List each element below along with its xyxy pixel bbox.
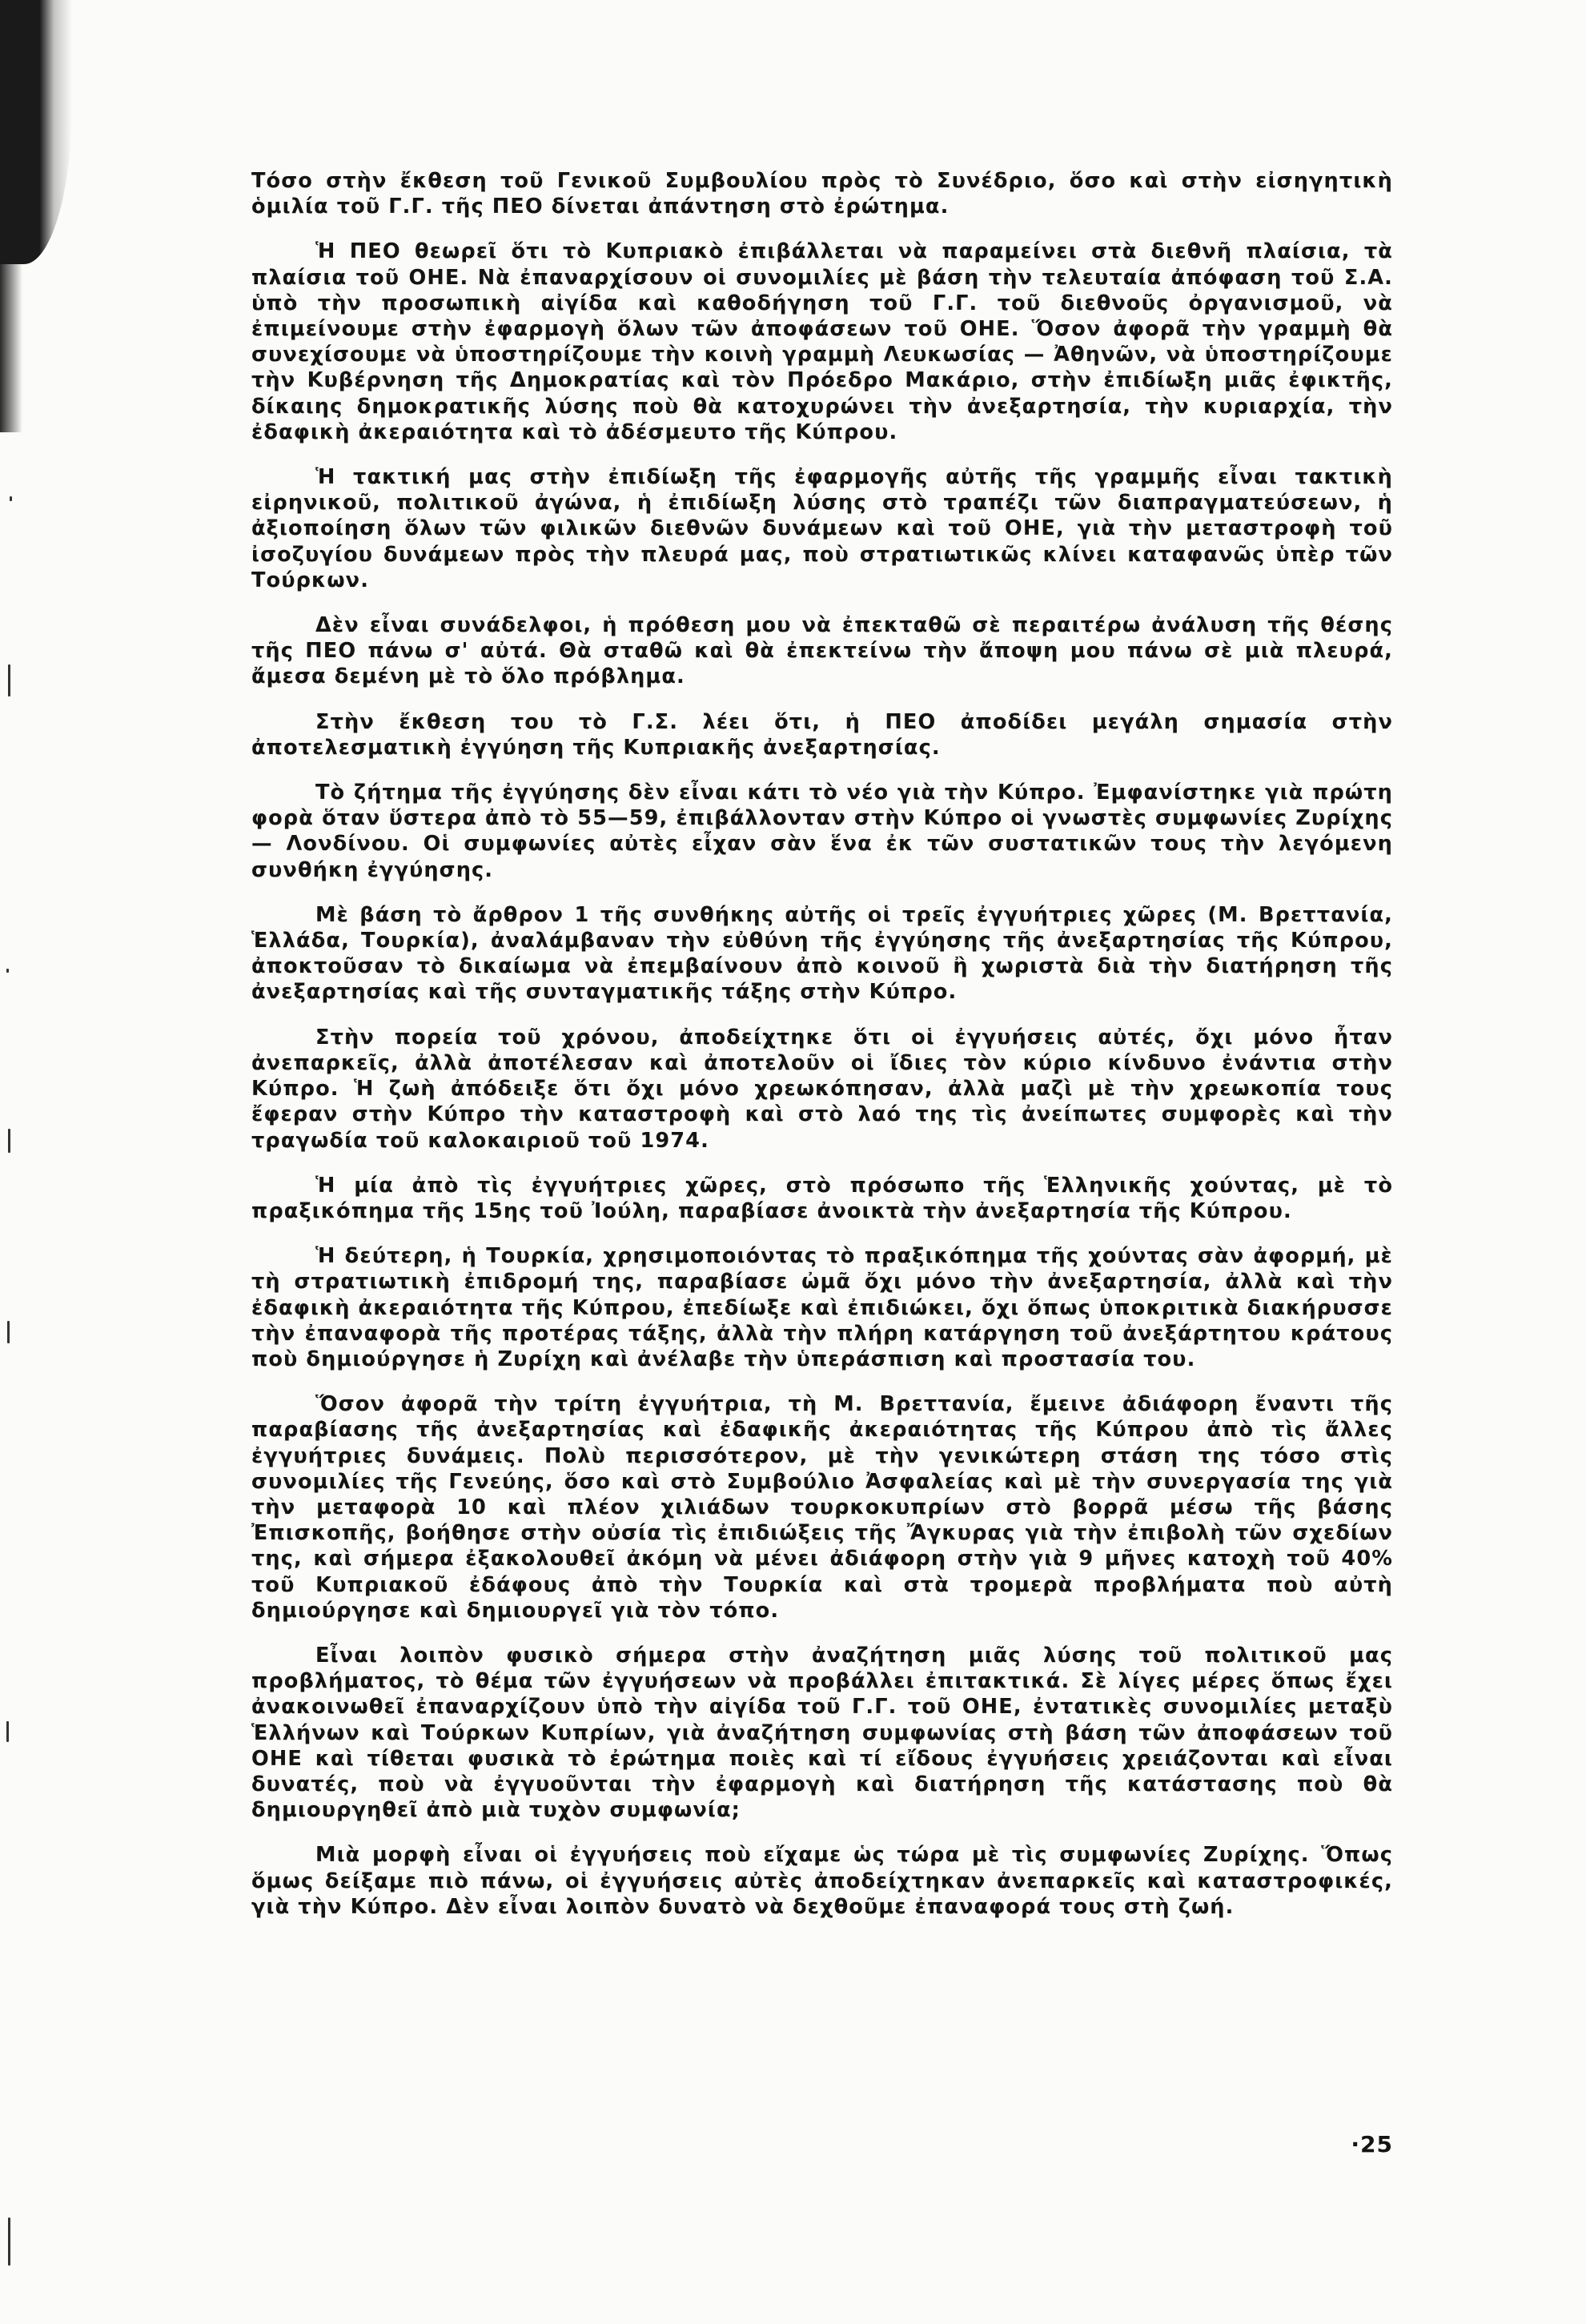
paragraph-6: Τὸ ζήτημα τῆς ἐγγύησης δὲν εἶναι κάτι τὸ νέο γιὰ τὴν Κύπρο. Ἐμφανίστηκε γιὰ πρώτη φορὰ ὅταν ὕστερα ἀπὸ τὸ 55—59, ἐπιβάλλονταν στὴν Κύπρο οἱ γνωστὲς συμφωνίες Ζυρίχης — Λονδίνου. Οἱ συμφωνίες αὐτὲς εἶχαν σὰν ἕνα ἐκ τῶν συστατικῶν τους τὴν λεγόμενη συνθήκη ἐγγύησης. — [251, 781, 1393, 882]
document-body — [251, 168, 1393, 1939]
scan-speck — [10, 496, 12, 501]
scan-speck — [8, 1129, 10, 1153]
paragraph-10: Ἡ δεύτερη, ἡ Τουρκία, χρησιμοποιόντας τὸ πραξικόπημα τῆς χούντας σὰν ἀφορμή, μὲ τὴ στρατιωτικὴ ἐπιδρομή της, παραβίασε ὠμᾶ ὄχι μόνο τὴν ἀνεξαρτησία, ἀλλὰ καὶ τὴν ἐδαφικὴ ἀκεραιότητα τῆς Κύπρου, ἐπεδίωξε καὶ ἐπιδιώκει, ὄχι ὅπως ὑποκριτικὰ διακήρυσσε τὴν ἐπαναφορὰ τῆς προτέρας τάξης, ἀλλὰ τὴν πλήρη κατάργηση τοῦ ἀνεξάρτητου κράτους ποὺ δημιούργησε ἡ Ζυρίχη καὶ ἀνέλαβε τὴν ὑπεράσπιση καὶ προστασία του. — [251, 1244, 1393, 1371]
scan-binding-shadow — [0, 0, 72, 264]
paragraph-7: Μὲ βάση τὸ ἄρθρον 1 τῆς συνθήκης αὐτῆς οἱ τρεῖς ἐγγυήτριες χῶρες (Μ. Βρεττανία, Ἑλλάδα, Τουρκία), ἀναλάμβαναν τὴν εὐθύνη τῆς ἐγγύησης τῆς ἀνεξαρτησίας τῆς Κύπρου, ἀποκτοῦσαν τὸ δικαίωμα νὰ ἐπεμβαίνουν ἀπὸ κοινοῦ ἢ χωριστὰ διὰ τὴν διατήρηση τῆς ἀνεξαρτησίας καὶ τῆς συνταγματικῆς τάξης στὴν Κύπρο. — [251, 902, 1393, 1005]
paragraph-12: Εἶναι λοιπὸν φυσικὸ σήμερα στὴν ἀναζήτηση μιᾶς λύσης τοῦ πολιτικοῦ μας προβλήματος, τὸ θέμα τῶν ἐγγυήσεων νὰ προβάλλει ἐπιτακτικά. Σὲ λίγες μέρες ὅπως ἔχει ἀνακοινωθεῖ ἐπαναρχίζουν ὑπὸ τὴν αἰγίδα τοῦ Γ.Γ. τοῦ ΟΗΕ, ἐντατικὲς συνομιλίες μεταξὺ Ἑλλήνων καὶ Τούρκων Κυπρίων, γιὰ ἀναζήτηση συμφωνίας στὴ βάση τῶν ἀποφάσεων τοῦ ΟΗΕ καὶ τίθεται φυσικὰ τὸ ἐρώτημα ποιὲς καὶ τί εἴδους ἐγγυήσεις χρειάζονται καὶ εἶναι δυνατές, ποὺ νὰ ἐγγυοῦνται τὴν ἐφαρμογὴ καὶ διατήρηση τῆς κατάστασης ποὺ θὰ δημιουργηθεῖ ἀπὸ μιὰ τυχὸν συμφωνία; — [251, 1643, 1393, 1823]
scan-speck — [6, 969, 9, 973]
paragraph-13: Μιὰ μορφὴ εἶναι οἱ ἐγγυήσεις ποὺ εἴχαμε ὡς τώρα μὲ τὶς συμφωνίες Ζυρίχης. Ὅπως ὅμως δείξαμε πιὸ πάνω, οἱ ἐγγυήσεις αὐτὲς ἀποδείχτηκαν ἀνεπαρκεῖς καὶ καταστροφικές, γιὰ τὴν Κύπρο. Δὲν εἶναι λοιπὸν δυνατὸ νὰ δεχθοῦμε ἐπαναφορά τους στὴ ζωή. — [251, 1843, 1393, 1919]
scan-speck — [7, 1321, 10, 1343]
scan-speck — [8, 2218, 10, 2266]
paragraph-5: Στὴν ἔκθεση του τὸ Γ.Σ. λέει ὅτι, ἡ ΠΕΟ ἀποδίδει μεγάλη σημασία στὴν ἀποτελεσματικὴ ἐγγύηση τῆς Κυπριακῆς ἀνεξαρτησίας. — [251, 709, 1393, 760]
paragraph-9: Ἡ μία ἀπὸ τὶς ἐγγυήτριες χῶρες, στὸ πρόσωπο τῆς Ἑλληνικῆς χούντας, μὲ τὸ πραξικόπημα τῆς 15ης τοῦ Ἰούλη, παραβίασε ἀνοικτὰ τὴν ἀνεξαρτησία τῆς Κύπρου. — [251, 1173, 1393, 1223]
paragraph-2: Ἡ ΠΕΟ θεωρεῖ ὅτι τὸ Κυπριακὸ ἐπιβάλλεται νὰ παραμείνει στὰ διεθνῆ πλαίσια, τὰ πλαίσια τοῦ ΟΗΕ. Νὰ ἐπαναρχίσουν οἱ συνομιλίες μὲ βάση τὴν τελευταία ἀπόφαση τοῦ Σ.Α. ὑπὸ τὴν προσωπικὴ αἰγίδα καὶ καθοδήγηση τοῦ Γ.Γ. τοῦ διεθνοῦς ὀργανισμοῦ, νὰ ἐπιμείνουμε στὴν ἐφαρμογὴ ὅλων τῶν ἀποφάσεων τοῦ ΟΗΕ. Ὅσον ἀφορᾶ τὴν γραμμὴ θὰ συνεχίσουμε νὰ ὑποστηρίζουμε τὴν κοινὴ γραμμὴ Λευκωσίας — Ἀθηνῶν, νὰ ὑποστηρίζουμε τὴν Κυβέρνηση τῆς Δημοκρατίας καὶ τὸν Πρόεδρο Μακάριο, στὴν ἐπιδίωξη μιᾶς ἐφικτῆς, δίκαιης δημοκρατικῆς λύσης ποὺ θὰ κατοχυρώνει τὴν ἀνεξαρτησία, τὴν κυριαρχία, τὴν ἐδαφικὴ ἀκεραιότητα καὶ τὸ ἀδέσμευτο τῆς Κύπρου. — [251, 239, 1393, 444]
paragraph-3: Ἡ τακτική μας στὴν ἐπιδίωξη τῆς ἐφαρμογῆς αὐτῆς τῆς γραμμῆς εἶναι τακτικὴ εἰρηνικοῦ, πολιτικοῦ ἀγώνα, ἡ ἐπιδίωξη λύσης στὸ τραπέζι τῶν διαπραγματεύσεων, ἡ ἀξιοποίηση ὅλων τῶν φιλικῶν διεθνῶν δυνάμεων καὶ τοῦ ΟΗΕ, γιὰ τὴν μεταστροφὴ τοῦ ἰσοζυγίου δυνάμεων πρὸς τὴν πλευρά μας, ποὺ στρατιωτικῶς κλίνει καταφανῶς ὑπὲρ τῶν Τούρκων. — [251, 465, 1393, 592]
page-number: ·25 — [1351, 2131, 1393, 2157]
scan-speck — [6, 1721, 9, 1742]
scan-binding-shadow-lower — [0, 264, 22, 432]
scan-speck — [8, 664, 10, 696]
paragraph-11: Ὅσον ἀφορᾶ τὴν τρίτη ἐγγυήτρια, τὴ Μ. Βρεττανία, ἔμεινε ἀδιάφορη ἔναντι τῆς παραβίασης τῆς ἀνεξαρτησίας καὶ ἐδαφικῆς ἀκεραιότητας τῆς Κύπρου ἀπὸ τὶς ἄλλες ἐγγυήτριες δυνάμεις. Πολὺ περισσότερον, μὲ τὴν γενικώτερη στάση της τόσο στὶς συνομιλίες τῆς Γενεύης, ὅσο καὶ στὸ Συμβούλιο Ἀσφαλείας καὶ μὲ τὴν συνεργασία της γιὰ τὴν μεταφορὰ 10 καὶ πλέον χιλιάδων τουρκοκυπρίων στὸ βορρᾶ μέσω τῆς βάσης Ἐπισκοπῆς, βοήθησε στὴν οὐσία τὶς ἐπιδιώξεις τῆς Ἄγκυρας γιὰ τὴν ἐπιβολὴ τῶν σχεδίων της, καὶ σήμερα ἐξακολουθεῖ ἀκόμη νὰ μένει ἀδιάφορη στὴν γιὰ 9 μῆνες κατοχὴ τοῦ 40% τοῦ Κυπριακοῦ ἐδάφους ἀπὸ τὴν Τουρκία καὶ στὰ τρομερὰ προβλήματα ποὺ αὐτὴ δημιούργησε καὶ δημιουργεῖ γιὰ τὸν τόπο. — [251, 1392, 1393, 1623]
paragraph-4: Δὲν εἶναι συνάδελφοι, ἡ πρόθεση μου νὰ ἐπεκταθῶ σὲ περαιτέρω ἀνάλυση τῆς θέσης τῆς ΠΕΟ πάνω σ' αὐτά. Θὰ σταθῶ καὶ θὰ ἐπεκτείνω τὴν ἄποψη μου πάνω σὲ μιὰ πλευρά, ἄμεσα δεμένη μὲ τὸ ὅλο πρόβλημα. — [251, 613, 1393, 689]
paragraph-1: Τόσο στὴν ἔκθεση τοῦ Γενικοῦ Συμβουλίου πρὸς τὸ Συνέδριο, ὅσο καὶ στὴν εἰσηγητικὴ ὁμιλία τοῦ Γ.Γ. τῆς ΠΕΟ δίνεται ἀπάντηση στὸ ἐρώτημα. — [251, 169, 1393, 219]
paragraph-8: Στὴν πορεία τοῦ χρόνου, ἀποδείχτηκε ὅτι οἱ ἐγγυήσεις αὐτές, ὄχι μόνο ἦταν ἀνεπαρκεῖς, ἀλλὰ ἀποτέλεσαν καὶ ἀποτελοῦν οἱ ἴδιες τὸν κύριο κίνδυνο ἐνάντια στὴν Κύπρο. Ἡ ζωὴ ἀπόδειξε ὅτι ὄχι μόνο χρεωκόπησαν, ἀλλὰ μαζὶ μὲ τὴν χρεωκοπία τους ἔφεραν στὴν Κύπρο τὴν καταστροφὴ καὶ στὸ λαό της τὶς ἀνείπωτες συμφορὲς καὶ τὴν τραγωδία τοῦ καλοκαιριοῦ τοῦ 1974. — [251, 1025, 1393, 1153]
